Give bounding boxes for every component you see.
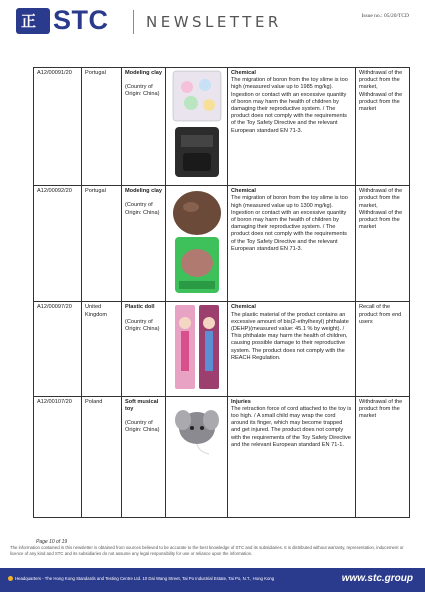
footer-address — [8, 576, 274, 581]
footer-hq-text: Headquarters - The Hong Kong Standards and Testing Centre Ltd. 10 Dai Wang Street, Tai Po Industrial Estate, Tai Po, N.T., Hong Kong — [15, 576, 275, 581]
ref-cell: A12/00092/20 — [34, 186, 82, 302]
table-row — [34, 186, 410, 302]
photo-cell — [166, 302, 228, 396]
newsletter-title: NEWSLETTER — [146, 13, 282, 31]
measures-cell: Withdrawal of the product from the market, Withdrawal of the product from the market — [356, 68, 410, 186]
product-cell — [122, 186, 166, 302]
header-divider — [133, 10, 134, 34]
product-photo — [169, 69, 225, 184]
logo-mark: 正 — [21, 12, 37, 30]
measures-cell: Withdrawal of the product from the market — [356, 396, 410, 517]
product-cell — [122, 396, 166, 517]
product-origin: (Country of Origin: China) — [125, 318, 160, 332]
product-name: Soft musical toy — [125, 398, 159, 412]
footer-bar — [0, 568, 425, 592]
ref-cell: A12/00097/20 — [34, 302, 82, 396]
product-origin: (Country of Origin: China) — [125, 84, 160, 98]
footer-website-link[interactable]: www.stc.group — [341, 573, 413, 584]
issue-number: Issue no.: 05/20/TCD — [361, 13, 409, 19]
risk-category: Chemical — [231, 70, 256, 76]
table-row — [34, 68, 410, 186]
product-name: Plastic doll — [125, 304, 155, 311]
recall-table — [33, 67, 410, 518]
risk-cell — [228, 68, 356, 186]
country-cell: Portugal — [82, 186, 122, 302]
ref-cell: A12/00107/20 — [34, 396, 82, 517]
photo-cell — [166, 186, 228, 302]
ref-cell: A12/00091/20 — [34, 68, 82, 186]
risk-description: The retraction force of cord attached to the toy is too high. / A small child may wrap the cord around its finger, which may become trapped and get injured. The product does not comply with the requirements of the Toy Safety Directive and the relevant European standard EN 71-1. — [231, 405, 352, 448]
product-cell — [122, 68, 166, 186]
risk-description: The migration of boron from the toy slime is too high (measured value up to 1300 mg/kg). Ingestion or contact with an excessive quantity of boron may harm the health of children by damaging their reproductive system. / The product does not comply with the requirements of the Toy Safety Directive and the relevant European standard EN 71-3. — [231, 195, 348, 252]
location-icon — [8, 576, 13, 581]
photo-cell — [166, 396, 228, 517]
stc-logo-icon — [16, 8, 50, 34]
risk-description: The plastic material of the product contains an excessive amount of bis(2-ethylhexyl) phthalate (DEHP)(measured value: 45.1 % by weight). / This phthalate may harm the health of children, causing possible damage to their reproductive system. The product does not comply with the REACH Regulation. — [231, 311, 349, 361]
measures-cell: Recall of the product from end users — [356, 302, 410, 396]
product-photo — [169, 187, 225, 300]
product-cell — [122, 302, 166, 396]
risk-category: Chemical — [231, 188, 256, 195]
country-cell: Poland — [82, 396, 122, 517]
risk-cell — [228, 186, 356, 302]
photo-cell — [166, 68, 228, 186]
risk-cell — [228, 302, 356, 396]
risk-cell — [228, 396, 356, 517]
page-header — [0, 0, 425, 48]
table-row — [34, 396, 410, 517]
page-number: Page 10 of 19 — [36, 539, 68, 545]
risk-category: Injuries — [231, 398, 251, 405]
product-photo — [169, 398, 225, 461]
product-origin: (Country of Origin: China) — [125, 202, 160, 216]
product-name: Modeling clay — [125, 188, 162, 195]
product-name: Modeling clay — [125, 70, 162, 76]
country-cell: United Kingdom — [82, 302, 122, 396]
product-origin: (Country of Origin: China) — [125, 420, 160, 434]
country-cell: Portugal — [82, 68, 122, 186]
risk-description: The migration of boron from the toy slime is too high (measured value up to 1985 mg/kg). Ingestion or contact with an excessive quantity of boron may harm the health of children by damaging their reproductive system. / The product does not comply with the requirements of the Toy Safety Directive and the relevant European standard EN 71-3. — [231, 77, 348, 134]
disclaimer: The information contained in this newsletter is obtained from sources believed to be accurate to the best knowledge of STC and its subsidiaries. It is distributed without warranty, representation, inducement or licence of any kind and STC and its subsidiaries do not assume any legal responsibility for use or reliance upon the information. — [10, 545, 404, 556]
product-photo — [169, 303, 225, 394]
risk-category: Chemical — [231, 304, 256, 311]
table-row — [34, 302, 410, 396]
measures-cell: Withdrawal of the product from the market, Withdrawal of the product from the market — [356, 186, 410, 302]
logo-text: STC — [53, 5, 109, 35]
